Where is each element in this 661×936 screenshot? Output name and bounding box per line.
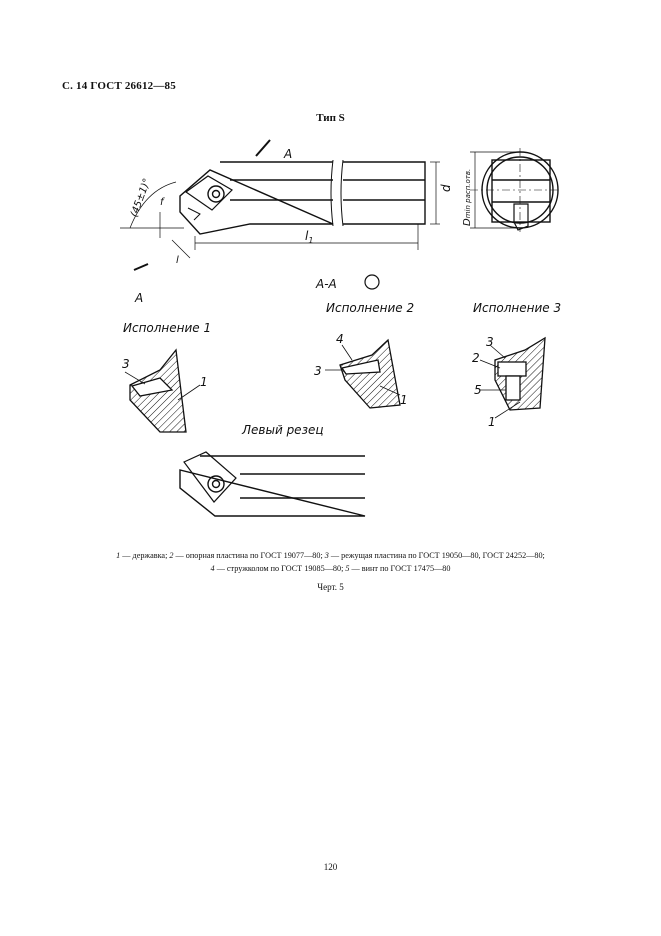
caption-text: — винт по ГОСТ 17475—80 — [349, 564, 451, 573]
caption-text: — державка; — [120, 551, 170, 560]
callout-v2-4: 4 — [336, 332, 344, 346]
caption-num: 1 — [116, 551, 121, 560]
section-mark-bottom: A — [135, 291, 144, 305]
variant-2-view — [325, 340, 400, 408]
variant-2-label: Исполнение 2 — [326, 301, 415, 315]
figure-caption — [40, 549, 621, 575]
variant-1-view — [125, 350, 200, 432]
dim-l1: $l_1$ — [305, 229, 314, 245]
caption-line-1 — [40, 549, 621, 562]
dim-d: d — [439, 184, 453, 192]
section-mark-top: A — [284, 147, 293, 161]
dim-l: l — [176, 255, 179, 266]
page-number: 120 — [323, 862, 338, 872]
callout-v3-2: 2 — [472, 351, 480, 365]
figure-reference: Черт. 5 — [317, 582, 344, 592]
callout-v2-1: 1 — [400, 393, 408, 407]
main-view — [120, 140, 560, 289]
section-label: A-A — [316, 277, 337, 291]
caption-text: — стружколом по ГОСТ 19085—80; — [214, 564, 346, 573]
caption-num: 3 — [324, 551, 329, 560]
caption-num: 5 — [345, 564, 350, 573]
variant-3-view — [480, 338, 545, 418]
callout-v3-3: 3 — [486, 335, 494, 349]
page-header: С. 14 ГОСТ 26612—85 — [62, 80, 176, 92]
left-cutter-view — [180, 452, 365, 516]
caption-num: 2 — [169, 551, 174, 560]
caption-text: — режущая пластина по ГОСТ 19050—80, ГОСТ 24252—80; — [328, 551, 545, 560]
type-title: Тип S — [316, 112, 345, 124]
variant-3-label: Исполнение 3 — [473, 301, 562, 315]
angle-dim: (45±1)° — [129, 177, 154, 219]
dim-dmin: Dmin расп.отв. — [462, 168, 473, 226]
callout-v3-1: 1 — [488, 415, 496, 429]
caption-text: — опорная пластина по ГОСТ 19077—80; — [173, 551, 325, 560]
callout-v1-1: 1 — [200, 375, 208, 389]
dim-f: f — [160, 197, 164, 208]
callout-v2-3: 3 — [314, 364, 322, 378]
callout-v1-3: 3 — [122, 357, 130, 371]
variant-1-label: Исполнение 1 — [123, 321, 212, 335]
caption-num: 4 — [210, 564, 215, 573]
callout-v3-5: 5 — [474, 383, 482, 397]
left-cutter-label: Левый резец — [242, 423, 324, 437]
caption-line-2 — [40, 562, 621, 575]
